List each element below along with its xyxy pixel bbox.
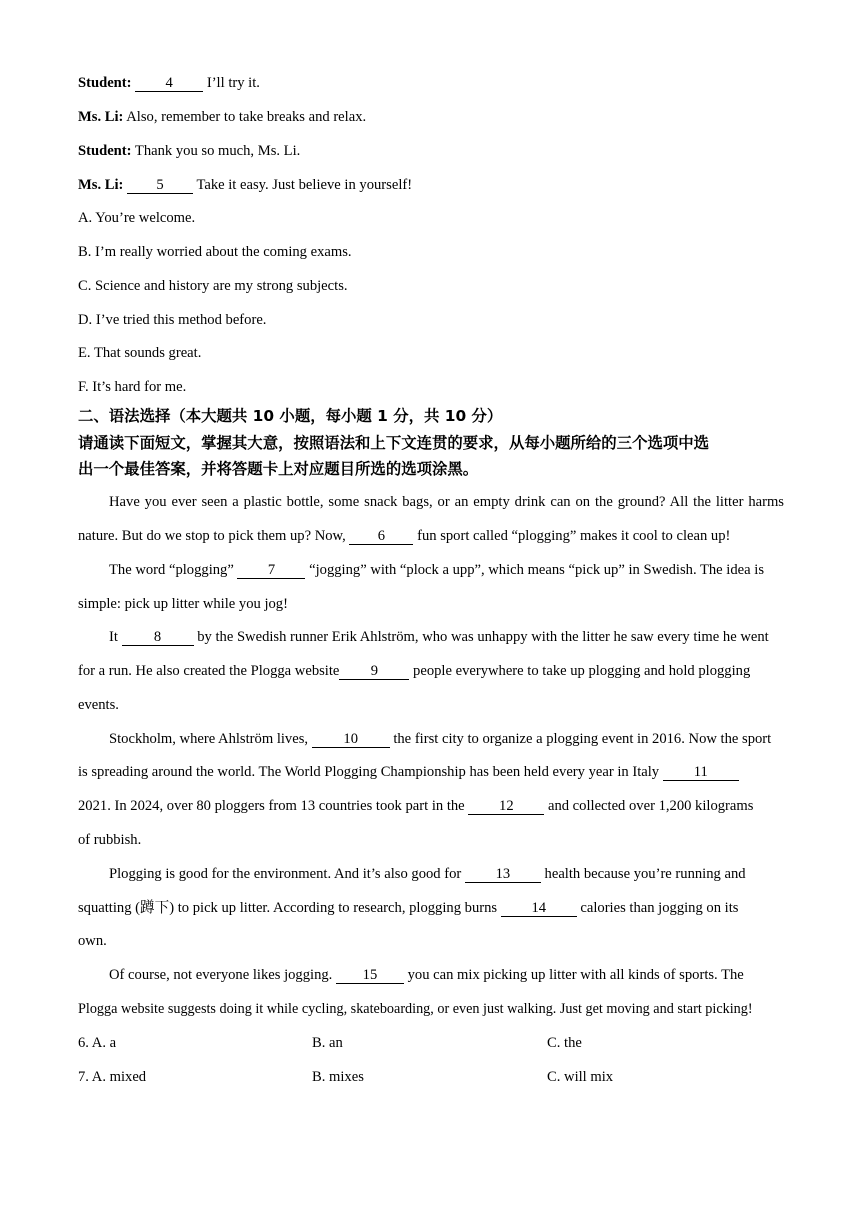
passage-line: Have you ever seen a plastic bottle, some snack bags, or an empty drink can on the ground? All the litter harms bbox=[109, 494, 784, 510]
passage-line bbox=[78, 966, 784, 984]
passage-text: Of course, not everyone likes jogging. bbox=[109, 967, 336, 983]
passage-text: “jogging” with “plock a upp”, which means “pick up” in Swedish. The idea is bbox=[305, 562, 764, 578]
passage-text: 2021. In 2024, over 80 ploggers from 13 countries took part in the bbox=[78, 798, 469, 814]
choice-f: F. It’s hard for me. bbox=[78, 379, 187, 395]
passage-text: fun sport called “plogging” makes it cool to clean up! bbox=[413, 528, 731, 544]
passage-text: Stockholm, where Ahlström lives, bbox=[109, 731, 312, 747]
blank-6: 6 bbox=[349, 529, 413, 545]
passage-line bbox=[78, 763, 784, 781]
passage-text: people everywhere to take up plogging and hold plogging bbox=[409, 663, 751, 679]
question-6-option-a: 6. A. a bbox=[78, 1035, 117, 1051]
passage-text: The word “plogging” bbox=[109, 562, 238, 578]
passage-line bbox=[78, 628, 784, 646]
passage-line: Plogga website suggests doing it while cycling, skateboarding, or even just walking. Just get moving and start picking! bbox=[78, 1001, 753, 1017]
passage-line bbox=[78, 662, 784, 680]
choice-b: B. I’m really worried about the coming exams. bbox=[78, 244, 352, 260]
section-instruction-line-1: 请通读下面短文，掌握其大意，按照语法和上下文连贯的要求，从每小题所给的三个选项中选 bbox=[78, 434, 710, 452]
blank-11: 11 bbox=[663, 765, 739, 781]
blank-9: 9 bbox=[339, 664, 409, 680]
blank-7: 7 bbox=[237, 563, 305, 579]
passage-text: health because you’re running and bbox=[540, 866, 746, 882]
passage-text: for a run. He also created the Plogga website bbox=[78, 663, 340, 679]
dialogue-line-4 bbox=[78, 176, 412, 194]
question-7-option-b: B. mixes bbox=[312, 1069, 364, 1085]
question-7-option-c: C. will mix bbox=[547, 1069, 614, 1085]
dialogue-text: Take it easy. Just believe in yourself! bbox=[193, 177, 413, 193]
choice-c: C. Science and history are my strong subjects. bbox=[78, 278, 348, 294]
choice-a: A. You’re welcome. bbox=[78, 210, 196, 226]
passage-text: Plogging is good for the environment. And it’s also good for bbox=[109, 866, 465, 882]
blank-5: 5 bbox=[127, 178, 193, 194]
passage-line bbox=[78, 899, 784, 917]
blank-14: 14 bbox=[501, 901, 577, 917]
speaker-label: Student: bbox=[78, 75, 132, 91]
passage-line: own. bbox=[78, 933, 107, 949]
passage-line: of rubbish. bbox=[78, 832, 142, 848]
dialogue-text: Also, remember to take breaks and relax. bbox=[123, 109, 367, 125]
passage-text: by the Swedish runner Erik Ahlström, who was unhappy with the litter he saw every time he went bbox=[193, 629, 769, 645]
dialogue-line-3 bbox=[78, 142, 300, 160]
passage-text: the first city to organize a plogging event in 2016. Now the sport bbox=[389, 731, 772, 747]
dialogue-text: I’ll try it. bbox=[203, 75, 260, 91]
passage-line bbox=[78, 730, 784, 748]
passage-text: squatting (蹲下) to pick up litter. According to research, plogging burns bbox=[78, 900, 501, 916]
passage-text: nature. But do we stop to pick them up? Now, bbox=[78, 528, 350, 544]
question-6-option-c: C. the bbox=[547, 1035, 582, 1051]
section-instruction-line-2: 出一个最佳答案，并将答题卡上对应题目所选的选项涂黑。 bbox=[78, 460, 479, 478]
passage-line: simple: pick up litter while you jog! bbox=[78, 596, 288, 612]
passage-text: is spreading around the world. The World Plogging Championship has been held every year in Italy bbox=[78, 764, 663, 780]
question-6-option-b: B. an bbox=[312, 1035, 343, 1051]
passage-text: calories than jogging on its bbox=[576, 900, 739, 916]
passage-text: you can mix picking up litter with all kinds of sports. The bbox=[403, 967, 744, 983]
speaker-label: Student: bbox=[78, 143, 132, 159]
dialogue-line-1 bbox=[78, 74, 260, 92]
choice-d: D. I’ve tried this method before. bbox=[78, 312, 267, 328]
blank-15: 15 bbox=[336, 968, 404, 984]
question-7-option-a: 7. A. mixed bbox=[78, 1069, 147, 1085]
dialogue-line-2 bbox=[78, 108, 366, 126]
passage-line bbox=[78, 865, 784, 883]
passage-line bbox=[78, 561, 784, 579]
blank-13: 13 bbox=[465, 867, 541, 883]
passage-line bbox=[78, 797, 784, 815]
dialogue-text: Thank you so much, Ms. Li. bbox=[131, 143, 301, 159]
speaker-label: Ms. Li: bbox=[78, 177, 124, 193]
section-title: 二、语法选择（本大题共 10 小题，每小题 1 分，共 10 分） bbox=[78, 407, 503, 425]
blank-8: 8 bbox=[122, 630, 194, 646]
blank-4: 4 bbox=[135, 76, 203, 92]
blank-12: 12 bbox=[468, 799, 544, 815]
speaker-label: Ms. Li: bbox=[78, 109, 124, 125]
choice-e: E. That sounds great. bbox=[78, 345, 202, 361]
passage-line bbox=[78, 527, 784, 545]
passage-line: events. bbox=[78, 697, 119, 713]
blank-10: 10 bbox=[312, 732, 390, 748]
passage-text: and collected over 1,200 kilograms bbox=[544, 798, 754, 814]
passage-text: It bbox=[109, 629, 122, 645]
